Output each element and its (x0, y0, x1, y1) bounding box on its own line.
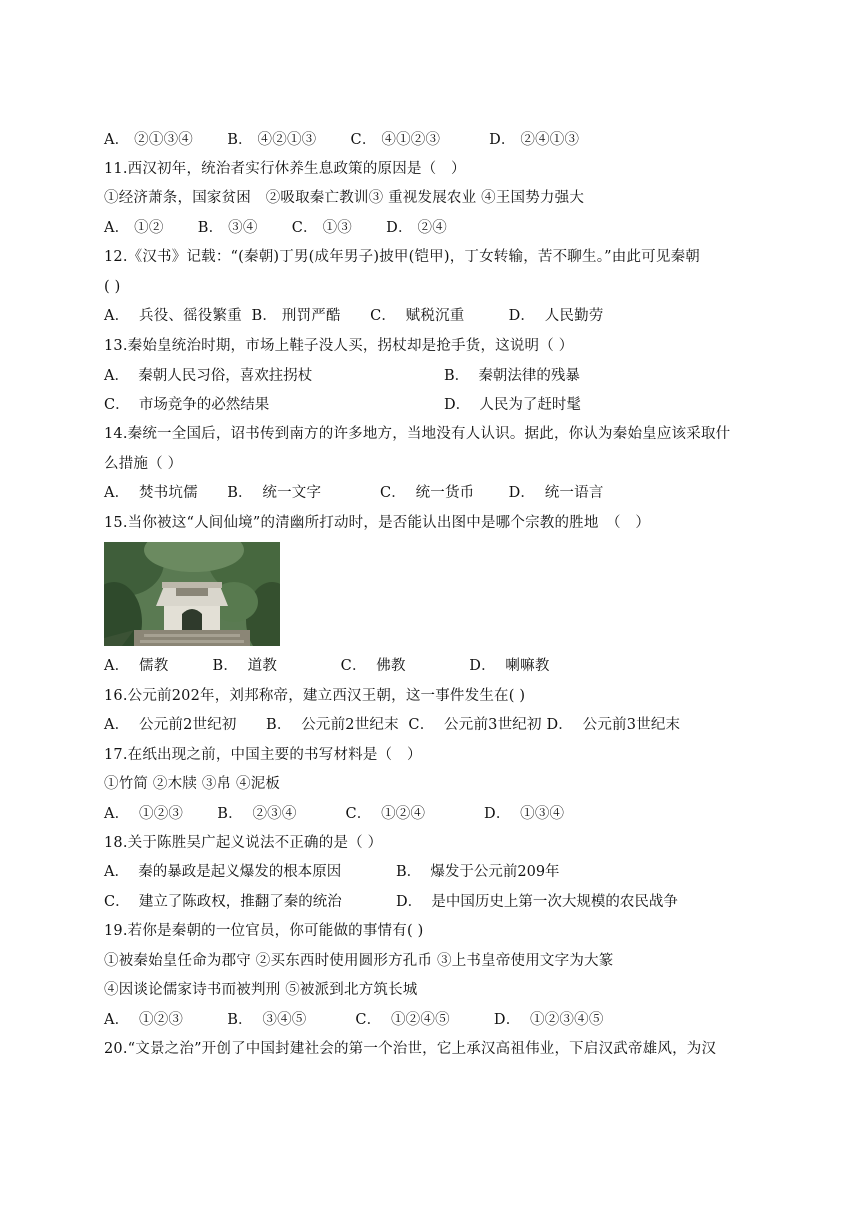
q17-question: 17.在纸出现之前，中国主要的书写材料是（ ） (104, 747, 422, 763)
q10-options: A． ②①③④ B． ④②①③ C． ④①②③ D． ②④①③ (104, 132, 580, 148)
q13-option-d: D． 人民为了赶时髦 (444, 397, 581, 413)
q13-option-c: C． 市场竞争的必然结果 (104, 397, 270, 413)
temple-gate-illustration (104, 542, 280, 646)
q12-question: 12.《汉书》记载：“(秦朝)丁男(成年男子)披甲(铠甲)，丁女转输，苦不聊生。”由此可见秦朝 (104, 249, 700, 265)
q17-statements: ①竹简 ②木牍 ③帛 ④泥板 (104, 776, 281, 792)
q13-question: 13.秦始皇统治时期，市场上鞋子没人买，拐杖却是抢手货，这说明（ ） (104, 338, 574, 354)
q16-question: 16.公元前202年，刘邦称帝，建立西汉王朝，这一事件发生在( ) (104, 688, 526, 704)
q19-statements-2: ④因谈论儒家诗书而被判刑 ⑤被派到北方筑长城 (104, 982, 418, 998)
q20-question: 20.“文景之治”开创了中国封建社会的第一个治世，它上承汉高祖伟业，下启汉武帝雄风，为汉 (104, 1041, 717, 1057)
q18-question: 18.关于陈胜吴广起义说法不正确的是（ ） (104, 835, 383, 851)
temple-gate-photo (104, 542, 280, 646)
q19-question: 19.若你是秦朝的一位官员，你可能做的事情有( ) (104, 923, 424, 939)
q19-statements-1: ①被秦始皇任命为郡守 ②买东西时使用圆形方孔币 ③上书皇帝使用文字为大篆 (104, 953, 614, 969)
q14-question: 14.秦统一全国后，诏书传到南方的许多地方，当地没有人认识。据此，你认为秦始皇应该采取什 (104, 426, 731, 442)
q11-question: 11.西汉初年，统治者实行休养生息政策的原因是（ ） (104, 161, 466, 177)
q17-options: A． ①②③ B． ②③④ C． ①②④ D． ①③④ (104, 806, 565, 822)
q16-options: A． 公元前2世纪初 B． 公元前2世纪末 C． 公元前3世纪初 D． 公元前3世纪末 (104, 717, 681, 733)
q14-question-cont: 么措施（ ） (104, 456, 183, 472)
q13-option-b: B． 秦朝法律的残暴 (444, 368, 580, 384)
q18-option-b: B． 爆发于公元前209年 (396, 864, 560, 880)
q14-options: A． 焚书坑儒 B． 统一文字 C． 统一货币 D． 统一语言 (104, 485, 604, 501)
q11-options: A． ①② B． ③④ C． ①③ D． ②④ (104, 220, 447, 236)
q12-options: A． 兵役、徭役繁重 B． 刑罚严酷 C． 赋税沉重 D． 人民勤劳 (104, 308, 604, 324)
q15-question: 15.当你被这“人间仙境”的清幽所打动时，是否能认出图中是哪个宗教的胜地 （ ） (104, 515, 651, 531)
q15-options: A． 儒教 B． 道教 C． 佛教 D． 喇嘛教 (104, 658, 550, 674)
q13-option-a: A． 秦朝人民习俗，喜欢拄拐杖 (104, 368, 313, 384)
q12-question-cont: ( ) (104, 279, 121, 295)
q18-option-a: A． 秦的暴政是起义爆发的根本原因 (104, 864, 342, 880)
q18-option-d: D． 是中国历史上第一次大规模的农民战争 (396, 894, 678, 910)
q18-option-c: C． 建立了陈政权，推翻了秦的统治 (104, 894, 342, 910)
q19-options: A． ①②③ B． ③④⑤ C． ①②④⑤ D． ①②③④⑤ (104, 1012, 604, 1028)
q11-statements: ①经济萧条，国家贫困 ②吸取秦亡教训③ 重视发展农业 ④王国势力强大 (104, 190, 585, 206)
